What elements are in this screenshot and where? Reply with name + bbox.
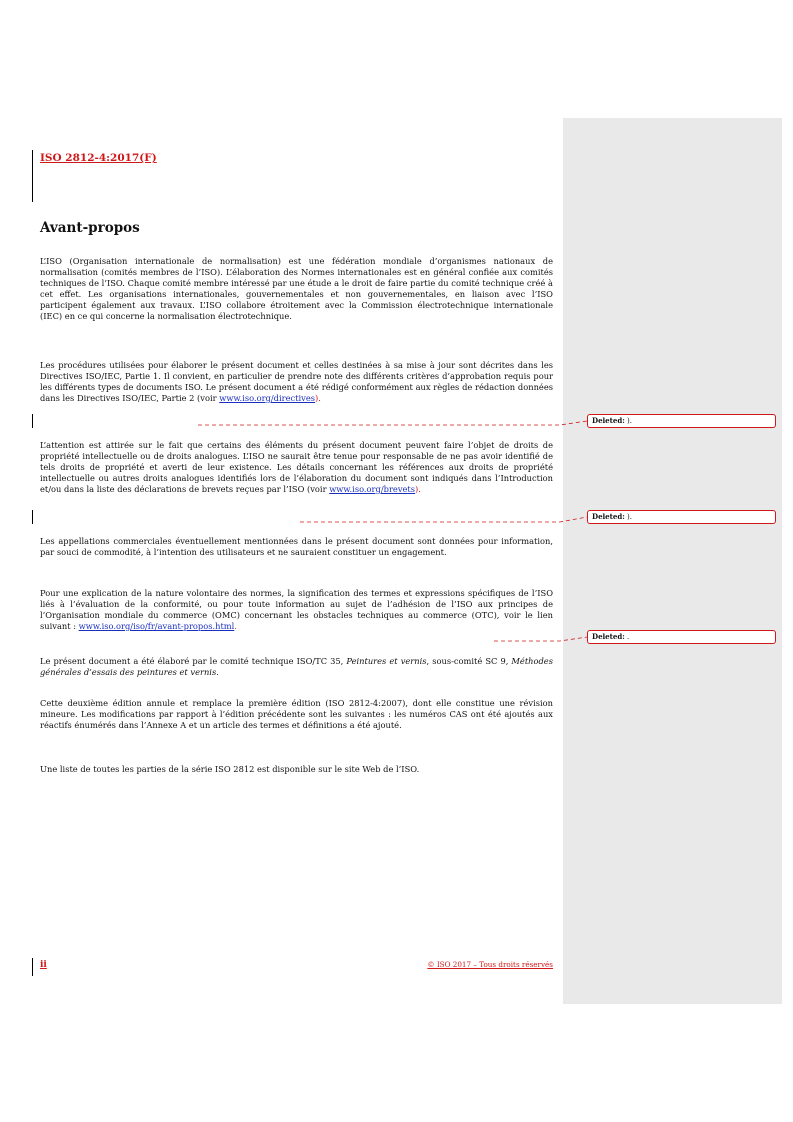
paragraph-intro (40, 256, 553, 321)
paragraph-text: Les procédures utilisées pour élaborer le présent document et celles destinées à sa mise à jour sont décrites dans les Directives ISO/IEC, Partie 1. Il convient, en particulier de prendre note des différents critères d’approbation requis pour les différents types de documents ISO. Le présent document a été rédigé conformément aux règles de rédaction données dans les Directives ISO/IEC, Partie 2 (voir (40, 360, 553, 403)
brevets-link[interactable]: www.iso.org/brevets (329, 483, 416, 494)
page-title: Avant-propos (40, 220, 140, 236)
paragraph-end: ). (415, 483, 421, 494)
paragraph-text: L’attention est attirée sur le fait que certains des éléments du présent document peuvent faire l’objet de droits de propriété intellectuelle ou de droits analogues. L’ISO ne saurait être tenue pour responsable de ne pas avoir identifié de tels droits de propriété et averti de leur existence. Les détails concernant les références aux droits de propriété intellectuelle ou autres droits analogues identifiés lors de l’élaboration du document sont indiqués dans l’Introduction et/ou dans la liste des déclarations de brevets reçues par l’ISO (voir (40, 440, 553, 494)
paragraph-text: Le présent document a été élaboré par le comité technique ISO/TC 35, (40, 656, 347, 666)
paragraph-voluntary (40, 588, 553, 632)
directives-link[interactable]: www.iso.org/directives (219, 392, 315, 403)
avant-propos-link[interactable]: www.iso.org/iso/fr/avant-propos.html (78, 620, 235, 631)
comment-balloon[interactable] (587, 510, 776, 524)
comment-balloon[interactable] (587, 414, 776, 428)
paragraph-edition (40, 698, 553, 731)
comment-text: . (627, 633, 630, 641)
paragraph-text: Une liste de toutes les parties de la série ISO 2812 est disponible sur le site Web de l’ISO. (40, 764, 420, 774)
comment-label: Deleted: (592, 632, 625, 641)
paragraph-trade-names (40, 536, 553, 558)
document-reference: ISO 2812-4:2017(F) (40, 152, 157, 164)
paragraph-end: . (234, 620, 237, 631)
comment-leader-1 (198, 421, 587, 425)
change-bar (32, 414, 33, 428)
subcommittee-title: Méthodes générales d’essais des peintures et vernis (40, 656, 553, 677)
paragraph-text: Cette deuxième édition annule et remplace la première édition (ISO 2812-4:2007), dont elle constitue une révision mineure. Les modifications par rapport à l’édition précédente sont les suivantes : les numéros CAS ont été ajoutés aux réactifs énumérés dans l’Annexe A et un article des termes et définitions a été ajouté. (40, 698, 553, 730)
copyright-footer: © ISO 2017 – Tous droits réservés (427, 960, 553, 969)
comment-label: Deleted: (592, 512, 625, 521)
page-number: ii (40, 960, 47, 970)
paragraph-text: Pour une explication de la nature volontaire des normes, la signification des termes et expressions spécifiques de l’ISO liés à l’évaluation de la conformité, ou pour toute information au sujet de l’adhésion de l’ISO aux principes de l’Organisation mondiale du commerce (OMC) concernant les obstacles techniques au commerce (OTC), voir le lien suivant : (40, 588, 553, 631)
paragraph-text: L’ISO (Organisation internationale de normalisation) est une fédération mondiale d’organismes nationaux de normalisation (comités membres de l’ISO). L’élaboration des Normes internationales est en général confiée aux comités techniques de l’ISO. Chaque comité membre intéressé par une étude a le droit de faire partie du comité technique créé à cet effet. Les organisations internationales, gouvernementales et non gouvernementales, en liaison avec l’ISO participent également aux travaux. L’ISO collabore étroitement avec la Commission électrotechnique internationale (IEC) en ce qui concerne la normalisation électrotechnique. (40, 256, 553, 321)
paragraph-text: Les appellations commerciales éventuellement mentionnées dans le présent document sont données pour information, par souci de commodité, à l’intention des utilisateurs et ne sauraient constituer un engagement. (40, 536, 553, 557)
comment-leader-2 (300, 517, 587, 522)
paragraph-patents (40, 440, 553, 495)
comment-balloon[interactable] (587, 630, 776, 644)
paragraph-committee (40, 656, 553, 678)
paragraph-text: . (216, 666, 219, 677)
paragraph-procedures (40, 360, 553, 404)
change-bar (32, 150, 33, 202)
change-bar (32, 510, 33, 524)
paragraph-end: ). (315, 392, 321, 403)
paragraph-series (40, 764, 553, 775)
comment-label: Deleted: (592, 416, 625, 425)
comment-pane (563, 118, 782, 1004)
comment-text: ). (627, 513, 633, 521)
comment-text: ). (627, 417, 633, 425)
change-bar (32, 958, 33, 976)
paragraph-text: , sous-comité SC 9, (426, 656, 512, 666)
committee-title: Peintures et vernis (346, 656, 427, 666)
